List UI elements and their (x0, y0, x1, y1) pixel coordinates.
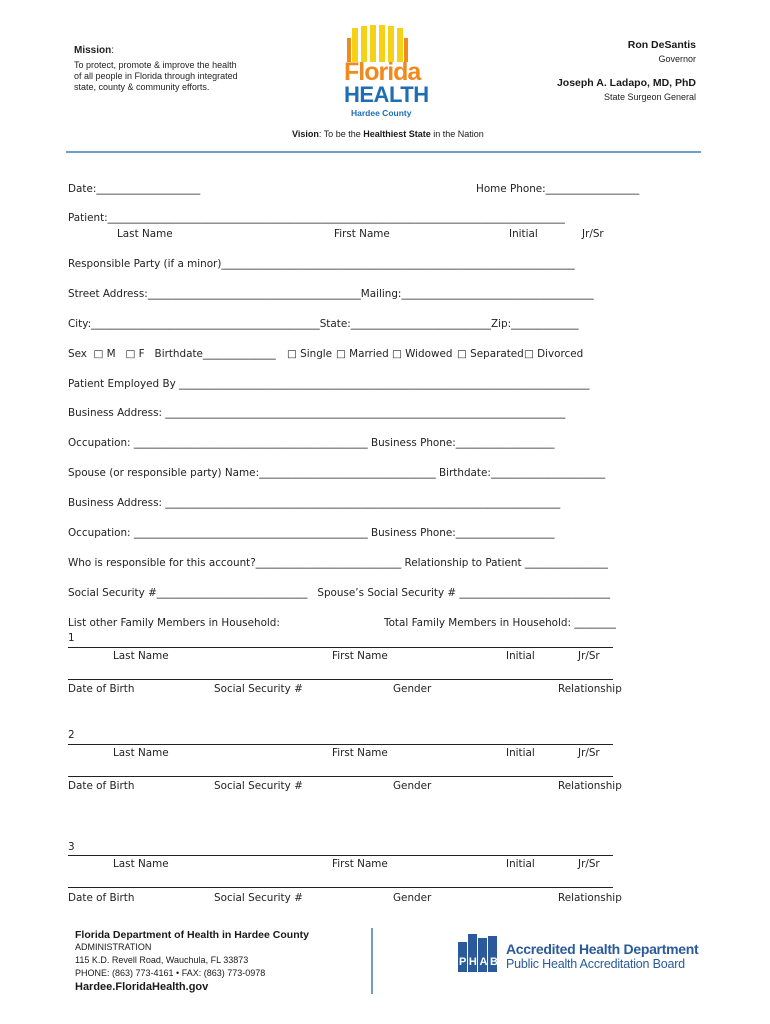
footer-phone: PHONE: (863) 773-4161 • FAX: (863) 773-0978 (75, 968, 266, 978)
member-name-line[interactable] (68, 744, 613, 745)
member-jrsr-label: Jr/Sr (578, 858, 600, 870)
footer-org: Florida Department of Health in Hardee County (75, 929, 309, 941)
responsible-party-field[interactable]: Responsible Party (if a minor)____________________________________________________________________ (68, 258, 575, 270)
member-number: 2 (68, 729, 75, 741)
member-details-line[interactable] (68, 887, 613, 888)
sex-birthdate-field[interactable]: Sex □ M □ F Birthdate______________ (68, 348, 276, 360)
home-phone-field[interactable]: Home Phone:__________________ (476, 183, 640, 195)
member-name-line[interactable] (68, 647, 613, 648)
vision-text-bold: Healthiest State (363, 129, 431, 139)
mission-title-text: Mission (74, 45, 112, 56)
date-field[interactable]: Date:____________________ (68, 183, 201, 195)
footer-website[interactable]: Hardee.FloridaHealth.gov (75, 981, 209, 993)
social-security-field[interactable]: Social Security #_____________________________ Spouse’s Social Security # _____________________________ (68, 587, 611, 599)
member-gender-label: Gender (393, 780, 432, 792)
city-state-zip-field[interactable]: City:____________________________________________State:___________________________Zip:_____________ (68, 318, 579, 330)
member-dob-label: Date of Birth (68, 683, 135, 695)
separated-checkbox[interactable]: □ Separated (457, 348, 524, 360)
member-relationship-label: Relationship (558, 683, 622, 695)
logo-health: HEALTH (344, 82, 429, 107)
mission-colon: : (111, 45, 115, 56)
member-details-line[interactable] (68, 679, 613, 680)
member-initial-label: Initial (506, 650, 535, 662)
mission-line-3: state, county & community efforts. (74, 82, 210, 92)
member-last-name-label: Last Name (113, 747, 169, 759)
florida-health-logo (330, 24, 430, 124)
occupation-field-1[interactable]: Occupation: _____________________________________________ Business Phone:___________________ (68, 437, 555, 449)
single-checkbox[interactable]: □ Single (287, 348, 333, 360)
footer-divider (371, 928, 373, 994)
governor-name: Ron DeSantis (627, 39, 696, 51)
total-family-members-field[interactable]: Total Family Members in Household: ________ (384, 617, 616, 629)
widowed-checkbox[interactable]: □ Widowed (392, 348, 453, 360)
street-mailing-field[interactable]: Street Address:_________________________________________Mailing:_____________________________________ (68, 288, 594, 300)
married-checkbox[interactable]: □ Married (336, 348, 389, 360)
member-number: 3 (68, 841, 75, 853)
patient-first-name-label: First Name (334, 228, 390, 240)
member-jrsr-label: Jr/Sr (578, 650, 600, 662)
logo-county: Hardee County (351, 108, 412, 118)
member-initial-label: Initial (506, 747, 535, 759)
mission-line-2: of all people in Florida through integrated (74, 71, 238, 81)
member-gender-label: Gender (393, 683, 432, 695)
member-initial-label: Initial (506, 858, 535, 870)
business-address-field-1[interactable]: Business Address: _____________________________________________________________________________ (68, 407, 566, 419)
member-ssn-label: Social Security # (214, 780, 303, 792)
mission-line-1: To protect, promote & improve the health (74, 60, 237, 70)
family-members-heading: List other Family Members in Household: (68, 617, 280, 629)
phab-letters: PHAB (459, 956, 501, 968)
phab-line-2: Public Health Accreditation Board (506, 957, 685, 971)
mission-title (74, 45, 114, 57)
footer-admin: ADMINISTRATION (75, 942, 152, 952)
vision-statement (292, 129, 484, 139)
governor-title: Governor (658, 54, 696, 64)
member-dob-label: Date of Birth (68, 892, 135, 904)
surgeon-name: Joseph A. Ladapo, MD, PhD (556, 77, 696, 89)
spouse-name-field[interactable]: Spouse (or responsible party) Name:__________________________________ Birthdate:______________________ (68, 467, 606, 479)
logo-florida: Florida (344, 58, 421, 86)
member-relationship-label: Relationship (558, 892, 622, 904)
header-divider (66, 151, 701, 153)
occupation-field-2[interactable]: Occupation: _____________________________________________ Business Phone:___________________ (68, 527, 555, 539)
member-ssn-label: Social Security # (214, 683, 303, 695)
member-dob-label: Date of Birth (68, 780, 135, 792)
member-gender-label: Gender (393, 892, 432, 904)
member-first-name-label: First Name (332, 747, 388, 759)
responsible-account-field[interactable]: Who is responsible for this account?____________________________ Relationship to Patient ________________ (68, 557, 608, 569)
patient-jrsr-label: Jr/Sr (582, 228, 604, 240)
business-address-field-2[interactable]: Business Address: ____________________________________________________________________________ (68, 497, 561, 509)
vision-text-1: : To be the (318, 129, 364, 139)
patient-name-field[interactable]: Patient:________________________________________________________________________________________ (68, 212, 565, 224)
member-ssn-label: Social Security # (214, 892, 303, 904)
vision-label: Vision (292, 129, 319, 139)
member-details-line[interactable] (68, 776, 613, 777)
member-relationship-label: Relationship (558, 780, 622, 792)
member-last-name-label: Last Name (113, 858, 169, 870)
member-first-name-label: First Name (332, 858, 388, 870)
member-number: 1 (68, 632, 75, 644)
member-jrsr-label: Jr/Sr (578, 747, 600, 759)
phab-line-1: Accredited Health Department (506, 941, 699, 957)
vision-text-2: in the Nation (430, 129, 484, 139)
patient-initial-label: Initial (509, 228, 538, 240)
patient-employed-field[interactable]: Patient Employed By _______________________________________________________________________________ (68, 378, 590, 390)
patient-last-name-label: Last Name (117, 228, 173, 240)
divorced-checkbox[interactable]: □ Divorced (524, 348, 584, 360)
member-name-line[interactable] (68, 855, 613, 856)
member-last-name-label: Last Name (113, 650, 169, 662)
surgeon-title: State Surgeon General (603, 92, 696, 102)
footer-address: 115 K.D. Revell Road, Wauchula, FL 33873 (75, 955, 249, 965)
member-first-name-label: First Name (332, 650, 388, 662)
